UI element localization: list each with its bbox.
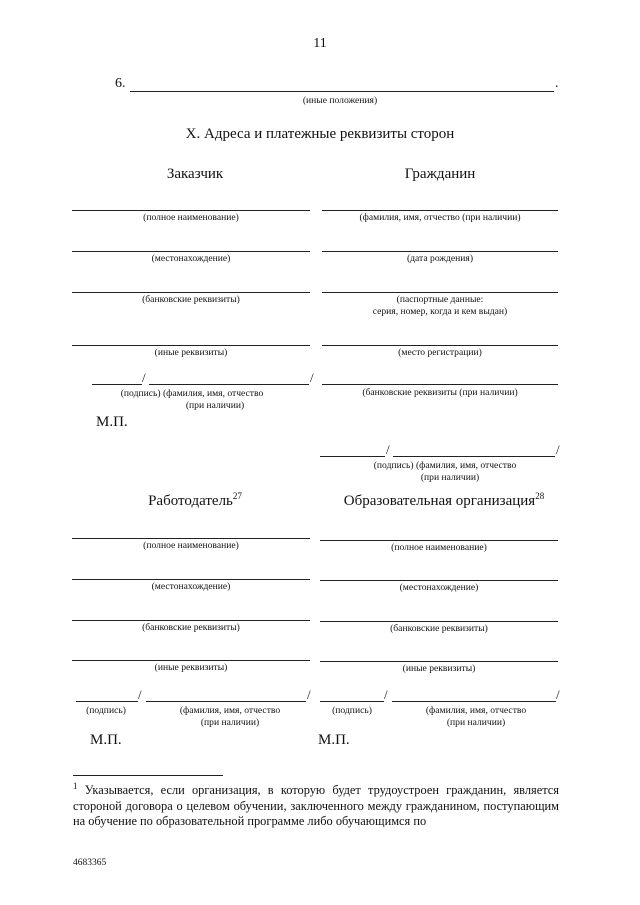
citizen-caption: (фамилия, имя, отчество (при наличии) — [359, 212, 521, 223]
signature-caption: (подпись) — [332, 705, 372, 716]
employer-caption: (полное наименование) — [143, 540, 239, 551]
employer-caption: (иные реквизиты) — [154, 662, 228, 673]
signature-slash: / — [384, 687, 388, 702]
employer-caption: (местонахождение) — [151, 581, 231, 592]
footnote-separator — [73, 775, 223, 776]
customer-title: Заказчик — [166, 166, 224, 182]
citizen-caption: (банковские реквизиты (при наличии) — [362, 387, 518, 398]
employer-line — [72, 579, 310, 580]
signature-slash: / — [142, 370, 146, 385]
signature-caption: (подпись) (фамилия, имя, отчество — [373, 460, 517, 471]
edu-caption: (местонахождение) — [399, 582, 479, 593]
signature-slash: / — [556, 442, 560, 457]
section-title: X. Адреса и платежные реквизиты сторон — [185, 126, 455, 142]
customer-caption: (банковские реквизиты) — [142, 294, 240, 305]
customer-line — [72, 345, 310, 346]
seal-mark: М.П. — [96, 414, 128, 430]
edu-caption: (иные реквизиты) — [402, 663, 476, 674]
citizen-line — [322, 384, 558, 385]
document-code: 4683365 — [73, 858, 107, 868]
name-line — [392, 701, 556, 702]
employer-caption: (банковские реквизиты) — [142, 622, 240, 633]
edu-caption: (полное наименование) — [391, 542, 487, 553]
edu-line — [320, 540, 558, 541]
employer-line — [72, 660, 310, 661]
signature-line — [76, 701, 138, 702]
page-number: 11 — [313, 36, 327, 51]
footnote-mark: 1 — [73, 780, 78, 791]
item-caption: (иные положения) — [302, 95, 378, 106]
signature-caption: (при наличии) — [446, 717, 506, 728]
footnote-text: Указывается, если организация, в которую будет трудоустроен гражданин, является стороной договора о целевом обучении, заключенного между гражданином, поступающим на обучение по образовательной программе либо обучающимся по — [73, 783, 559, 829]
signature-slash: / — [310, 370, 314, 385]
customer-caption: (иные реквизиты) — [154, 347, 228, 358]
citizen-caption: (паспортные данные: — [396, 294, 484, 305]
customer-caption: (полное наименование) — [143, 212, 239, 223]
citizen-line — [322, 210, 558, 211]
signature-slash: / — [386, 442, 390, 457]
customer-line — [72, 251, 310, 252]
signature-line — [320, 701, 384, 702]
citizen-caption: серия, номер, когда и кем выдан) — [372, 306, 508, 317]
signature-caption: (при наличии) — [420, 472, 480, 483]
customer-line — [72, 292, 310, 293]
item-end-mark: . — [555, 76, 559, 91]
citizen-title: Гражданин — [404, 166, 476, 182]
seal-mark: М.П. — [90, 732, 122, 748]
signature-caption: (при наличии) — [200, 717, 260, 728]
name-line — [393, 456, 555, 457]
citizen-line — [322, 292, 558, 293]
footnote — [73, 780, 559, 830]
item-number: 6. — [115, 76, 126, 91]
edu-title: Образовательная организация$^{28}$ — [343, 491, 545, 509]
seal-mark: М.П. — [318, 732, 350, 748]
edu-line — [320, 580, 558, 581]
signature-caption: (подпись) — [86, 705, 126, 716]
signature-slash: / — [307, 687, 311, 702]
signature-slash: / — [556, 687, 560, 702]
customer-line — [72, 210, 310, 211]
signature-slash: / — [138, 687, 142, 702]
signature-caption: (при наличии) — [185, 400, 245, 411]
citizen-caption: (дата рождения) — [406, 253, 474, 264]
item-line — [130, 91, 554, 92]
edu-caption: (банковские реквизиты) — [390, 623, 488, 634]
edu-line — [320, 621, 558, 622]
employer-line — [72, 620, 310, 621]
name-line — [146, 701, 306, 702]
employer-title: Работодатель$^{27}$ — [148, 491, 242, 509]
signature-line — [320, 456, 385, 457]
edu-line — [320, 661, 558, 662]
signature-line — [92, 384, 142, 385]
employer-line — [72, 538, 310, 539]
citizen-line — [322, 345, 558, 346]
signature-caption: (подпись) (фамилия, имя, отчество — [120, 388, 264, 399]
name-line — [149, 384, 309, 385]
citizen-line — [322, 251, 558, 252]
signature-caption: (фамилия, имя, отчество — [179, 705, 281, 716]
citizen-caption: (место регистрации) — [398, 347, 482, 358]
signature-caption: (фамилия, имя, отчество — [425, 705, 527, 716]
customer-caption: (местонахождение) — [151, 253, 231, 264]
